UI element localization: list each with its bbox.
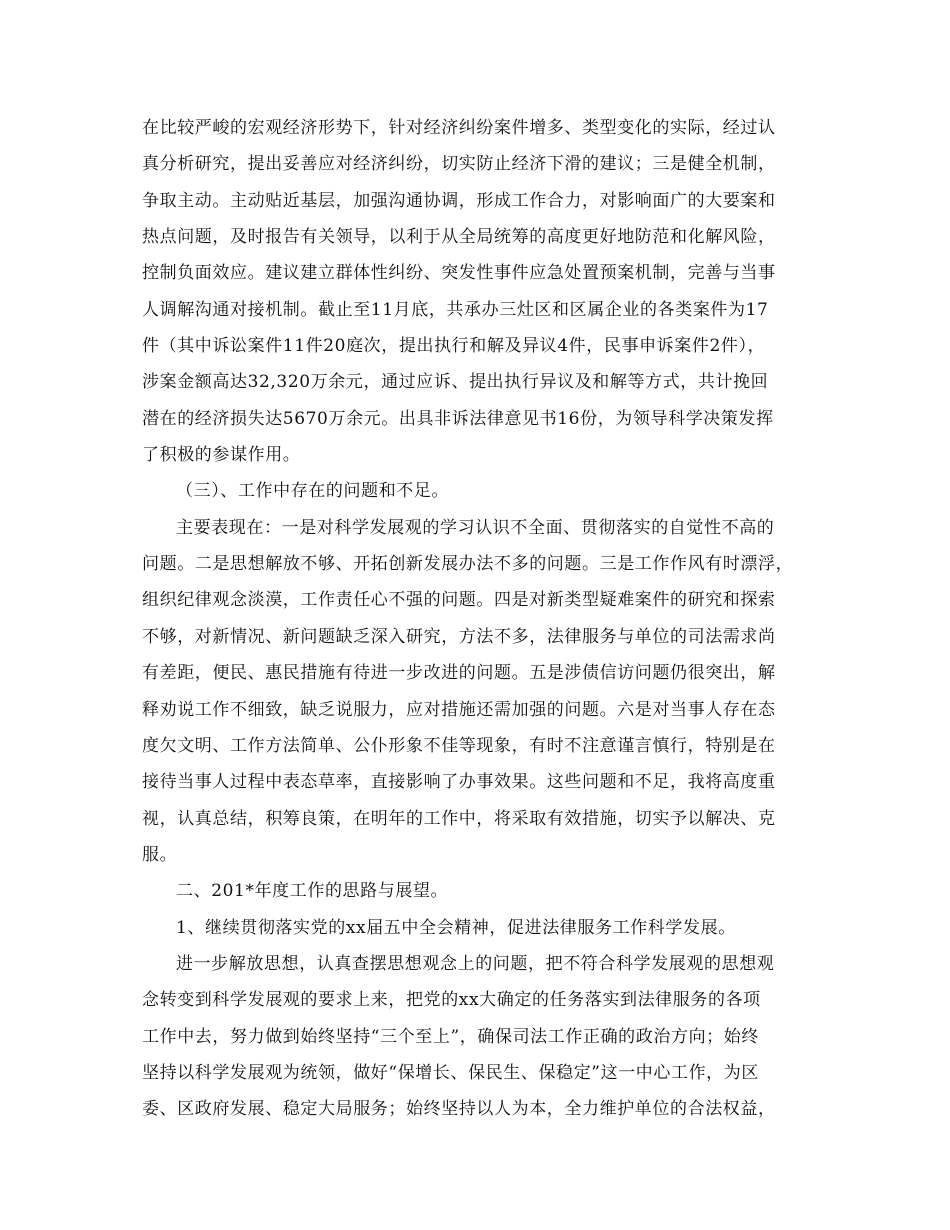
text-line: 潜在的经济损失达5670万余元。出具非诉法律意见书16份，为领导科学决策发挥 — [142, 408, 774, 429]
document-body — [142, 110, 822, 1128]
text-line: 度欠文明、工作方法简单、公仆形象不佳等现象，有时不注意谨言慎行，特别是在 — [142, 735, 776, 756]
text-line: 人调解沟通对接机制。截止至11月底，共承办三灶区和区属企业的各类案件为17 — [142, 299, 769, 320]
text-line: 视，认真总结，积筹良策，在明年的工作中，将采取有效措施，切实予以解决、克 — [142, 808, 776, 829]
text-line: 服。 — [142, 844, 178, 865]
text-line: 热点问题，及时报告有关领导，以利于从全局统筹的高度更好地防范和化解风险， — [142, 227, 776, 248]
section-heading: 二、201*年度工作的思路与展望。 — [176, 881, 449, 902]
text-line: 释劝说工作不细致，缺乏说服力，应对措施还需加强的问题。六是对当事人存在态 — [142, 699, 776, 720]
text-line: 问题。二是思想解放不够、开拓创新发展办法不多的问题。三是工作作风有时漂浮， — [142, 554, 794, 575]
text-line: 了积极的参谋作用。 — [142, 445, 301, 466]
paragraph-start: 主要表现在：一是对科学发展观的学习认识不全面、贯彻落实的自觉性不高的 — [176, 517, 775, 538]
text-line: 件（其中诉讼案件11件20庭次，提出执行和解及异议4件，民事申诉案件2件）， — [142, 336, 766, 357]
text-line: 涉案金额高达32,320万余元，通过应诉、提出执行异议及和解等方式，共计挽回 — [142, 372, 769, 393]
text-line: 真分析研究，提出妥善应对经济纠纷，切实防止经济下滑的建议；三是健全机制， — [142, 154, 776, 175]
text-line: 不够，对新情况、新问题缺乏深入研究，方法不多，法律服务与单位的司法需求尚 — [142, 626, 776, 647]
text-line: 接待当事人过程中表态草率，直接影响了办事效果。这些问题和不足，我将高度重 — [142, 772, 776, 793]
paragraph-start: 进一步解放思想，认真查摆思想观念上的问题，把不符合科学发展观的思想观 — [176, 953, 775, 974]
text-line: 工作中去，努力做到始终坚持“三个至上”，确保司法工作正确的政治方向；始终 — [142, 1026, 759, 1047]
text-line: 争取主动。主动贴近基层，加强沟通协调，形成工作合力，对影响面广的大要案和 — [142, 190, 776, 211]
text-line: 坚持以科学发展观为统领，做好“保增长、保民生、保稳定”这一中心工作，为区 — [142, 1062, 759, 1083]
subsection-heading: 1、继续贯彻落实党的xx届五中全会精神，促进法律服务工作科学发展。 — [176, 917, 736, 938]
text-line: 委、区政府发展、稳定大局服务；始终坚持以人为本，全力维护单位的合法权益， — [142, 1099, 776, 1120]
text-line: 有差距，便民、惠民措施有待进一步改进的问题。五是涉债信访问题仍很突出，解 — [142, 663, 776, 684]
section-heading: （三）、工作中存在的问题和不足。 — [176, 481, 450, 502]
text-line: 在比较严峻的宏观经济形势下，针对经济纠纷案件增多、类型变化的实际，经过认 — [142, 118, 776, 138]
text-line: 组织纪律观念淡漠，工作责任心不强的问题。四是对新类型疑难案件的研究和探索 — [142, 590, 776, 611]
text-line: 念转变到科学发展观的要求上来，把党的xx大确定的任务落实到法律服务的各项 — [142, 990, 761, 1011]
text-line: 控制负面效应。建议建立群体性纠纷、突发性事件应急处置预案机制，完善与当事 — [142, 263, 776, 284]
